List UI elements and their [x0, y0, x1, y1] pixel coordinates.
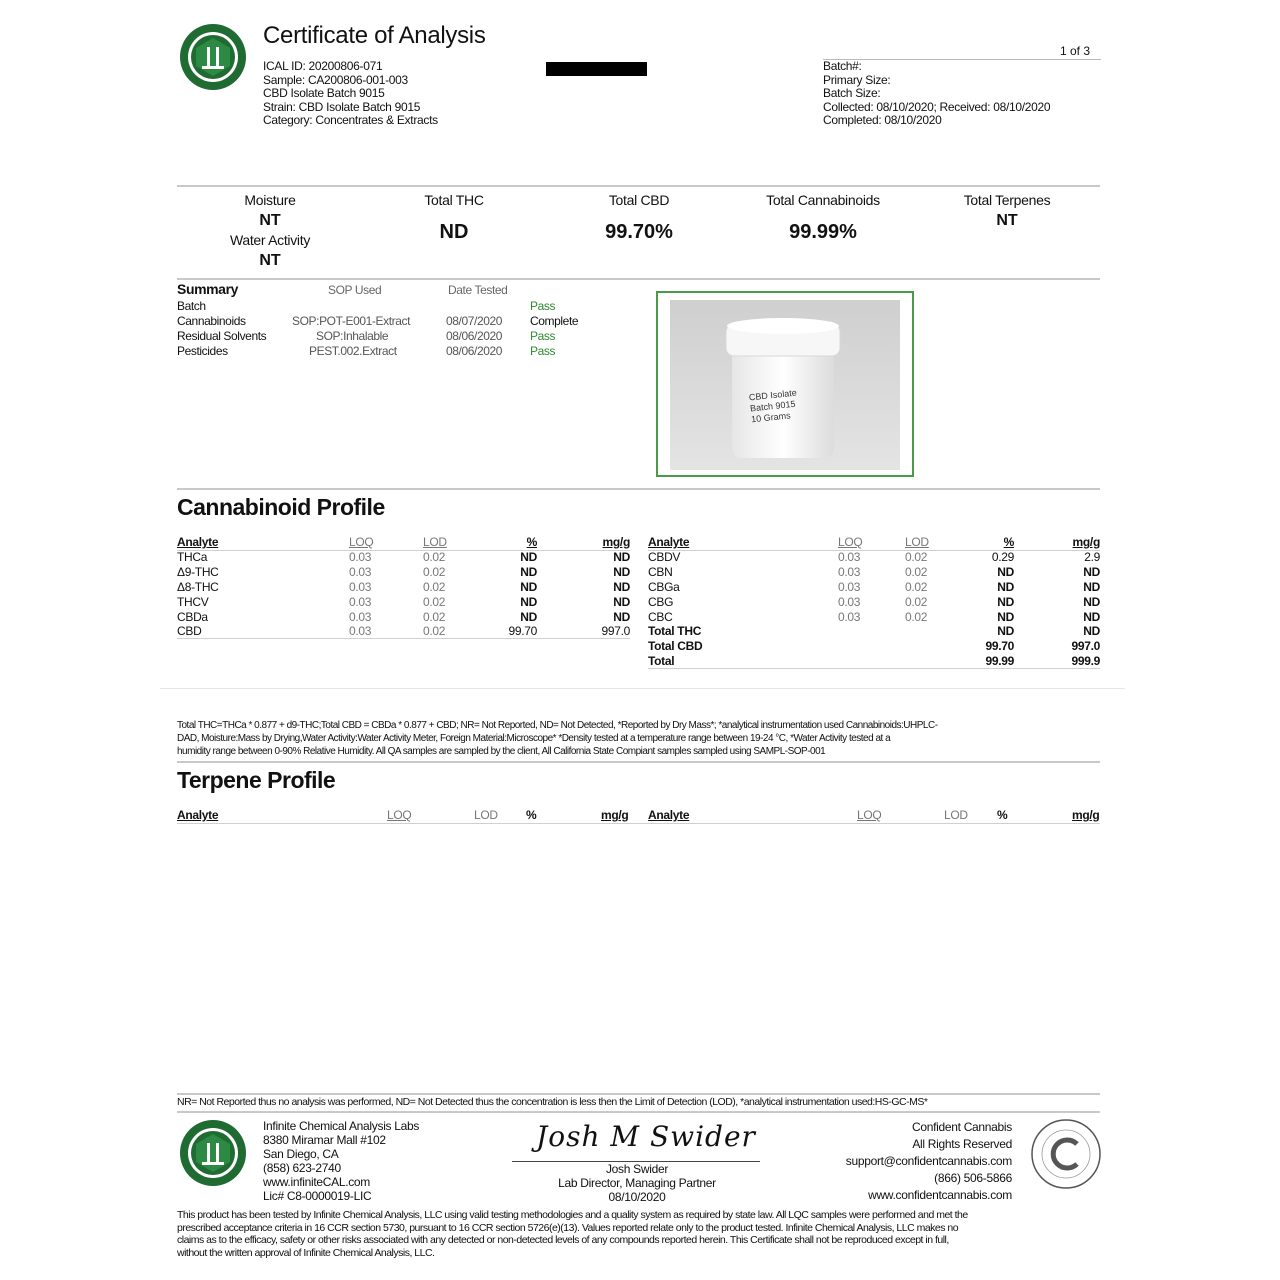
terpene-profile-title: Terpene Profile	[177, 767, 336, 793]
summary-row-name: Cannabinoids	[177, 314, 246, 328]
summary-row-result: Pass	[530, 329, 556, 343]
summary-row-result: Pass	[530, 299, 556, 313]
sample-id: Sample: CA200806-001-003	[263, 72, 408, 87]
lab-address: 8380 Miramar Mall #102	[263, 1133, 386, 1147]
pct-header: %	[997, 808, 1008, 822]
summary-row-result: Complete	[530, 314, 579, 328]
cc-name: Confident Cannabis	[911, 1120, 1012, 1134]
primary-size: Primary Size:	[823, 72, 891, 87]
mgg-header: mg/g	[602, 535, 630, 549]
loq-header: LOQ	[838, 535, 863, 549]
category: Category: Concentrates & Extracts	[263, 113, 438, 127]
summary-row-sop: SOP:POT-E001-Extract	[292, 314, 411, 328]
table-row: CBD 0.03 0.02 99.70 997.0	[177, 624, 630, 638]
table-row: CBDa 0.03 0.02 ND ND	[177, 610, 630, 624]
confident-cannabis-seal-icon	[1030, 1118, 1102, 1190]
total-cbd-label: Total CBD	[608, 192, 670, 208]
summary-row-name: Pesticides	[177, 344, 228, 358]
batch-size: Batch Size:	[823, 86, 881, 100]
total-cbd-value: 99.70%	[605, 221, 673, 243]
water-activity-label: Water Activity	[229, 232, 311, 248]
summary-row-sop: SOP:Inhalable	[316, 329, 389, 343]
terpene-notes: NR= Not Reported thus no analysis was performed, ND= Not Detected thus the concentration is less then the Limit of Detection (LOD), *analytical instrumentation used:HS-GC-MS*	[177, 1096, 928, 1108]
table-row: CBGa 0.03 0.02 ND ND	[648, 580, 1100, 594]
lab-seal-icon	[178, 1118, 248, 1188]
loq-header: LOQ	[349, 535, 374, 549]
mgg-header: mg/g	[601, 808, 629, 822]
batch-info	[823, 60, 1050, 128]
summary-row-sop: PEST.002.Extract	[309, 344, 397, 358]
summary-row-date: 08/07/2020	[446, 314, 503, 328]
document-title: Certificate of Analysis	[263, 22, 486, 49]
loq-header: LOQ	[387, 808, 412, 822]
table-header-row	[177, 535, 630, 549]
completed-date: Completed: 08/10/2020	[823, 113, 942, 127]
cc-phone: (866) 506-5866	[934, 1171, 1012, 1185]
lab-name: Infinite Chemical Analysis Labs	[263, 1119, 420, 1133]
moisture-value: NT	[259, 212, 281, 229]
table-row: THCa 0.03 0.02 ND ND	[177, 550, 630, 564]
signer-title: Lab Director, Managing Partner	[558, 1176, 716, 1190]
moisture-label: Moisture	[244, 192, 296, 208]
pct-header: %	[1003, 535, 1014, 549]
ical-id: ICAL ID: 20200806-071	[263, 59, 383, 73]
table-header-row	[648, 535, 1100, 549]
strain: Strain: CBD Isolate Batch 9015	[263, 99, 421, 114]
table-row: THCV 0.03 0.02 ND ND	[177, 595, 630, 609]
total-cannabinoids-value: 99.99%	[789, 221, 857, 243]
summary-date-header: Date Tested	[448, 283, 508, 297]
cc-contact	[790, 1119, 1012, 1204]
total-cannabinoids-label: Total Cannabinoids	[766, 192, 880, 208]
summary-title: Summary	[177, 281, 239, 297]
footer-top-rule	[177, 1093, 1100, 1095]
terpene-table-header	[177, 808, 1100, 826]
metrics-bottom-rule	[177, 278, 1100, 280]
signer-name: Josh Swider	[605, 1162, 669, 1176]
disclaimer: This product has been tested by Infinite Chemical Analysis, LLC using valid testing methodologies and a quality system as required by state law. All LQC samples were performed and met the prescribed acceptance criteria in 16 CCR section 5730, pursuant to 16 CCR section 5726(e)(13). Values reported relate only to the product tested. Infinite Chemical Analysis, LLC makes no claims as to the efficacy, safety or other risks associated with any detected or non-detected levels of any compounds reported herein. This Certificate shall not be reproduced except in full, without the written approval of Infinite Chemical Analysis, LLC.	[177, 1209, 968, 1259]
table-row: Total THC ND ND	[648, 624, 1100, 638]
metrics-top-rule	[177, 185, 1100, 187]
cc-email: support@confidentcannabis.com	[845, 1154, 1012, 1168]
product-photo-frame	[656, 291, 914, 477]
lod-header: LOD	[423, 535, 447, 549]
lab-seal-icon	[178, 22, 248, 92]
cannabinoid-notes: Total THC=THCa * 0.877 + d9-THC;Total CBD = CBDa * 0.877 + CBD; NR= Not Reported, ND= Not Detected, *Reported by Dry Mass*; *analytical instrumentation used Cannabinoids:UHPLC- DAD, Moisture:Mass by Drying,Water Activity:Water Activity Meter, Foreign Material:Microscope* *Density tested at a temperature range between 19-24 °C, *Water Activity tested at a humidity range between 0-90% Relative Humidity. All QA samples are sampled by the client, All California State Compiant samples sampled using SAMPL-SOP-001	[177, 720, 938, 757]
table-row: CBN 0.03 0.02 ND ND	[648, 565, 1100, 579]
batch-number: Batch#:	[823, 59, 862, 73]
section-rule	[177, 761, 1100, 763]
table-row: CBDV 0.03 0.02 0.29 2.9	[648, 550, 1100, 564]
lab-contact	[263, 1119, 419, 1203]
redaction-bar	[546, 62, 647, 76]
lod-header: LOD	[905, 535, 929, 549]
total-terpenes-label: Total Terpenes	[963, 192, 1051, 208]
cc-website: www.confidentcannabis.com	[868, 1188, 1012, 1202]
pct-header: %	[526, 808, 537, 822]
summary-row-date: 08/06/2020	[446, 344, 503, 358]
table-row: CBC 0.03 0.02 ND ND	[648, 610, 1100, 624]
summary-row-date: 08/06/2020	[446, 329, 503, 343]
sample-info	[263, 60, 438, 128]
lod-header: LOD	[474, 808, 498, 822]
analyte-header: Analyte	[177, 535, 219, 549]
summary-row-name: Residual Solvents	[177, 329, 267, 343]
cannabinoid-profile-title: Cannabinoid Profile	[177, 494, 385, 520]
lab-license: Lic# C8-0000019-LIC	[263, 1189, 372, 1203]
table-row: CBG 0.03 0.02 ND ND	[648, 595, 1100, 609]
analyte-header: Analyte	[177, 808, 219, 822]
pct-header: %	[526, 535, 537, 549]
cc-rights: All Rights Reserved	[912, 1137, 1012, 1151]
mgg-header: mg/g	[1072, 808, 1100, 822]
summary-row-name: Batch	[177, 299, 206, 313]
signed-date: 08/10/2020	[608, 1190, 666, 1204]
lab-phone: (858) 623-2740	[263, 1161, 341, 1175]
table-row: Total CBD 99.70 997.0	[648, 639, 1100, 653]
signature: Josh M Swider	[536, 1120, 756, 1153]
total-terpenes-value: NT	[996, 212, 1018, 229]
lod-header: LOD	[944, 808, 968, 822]
signer-info	[512, 1162, 762, 1204]
cannabinoid-table-right	[648, 535, 1100, 670]
total-thc-value: ND	[439, 221, 469, 243]
page-indicator: 1 of 3	[1060, 44, 1091, 58]
table-header-row	[177, 808, 1100, 822]
mgg-header: mg/g	[1072, 535, 1100, 549]
lab-website: www.infiniteCAL.com	[263, 1175, 371, 1189]
collected-received: Collected: 08/10/2020; Received: 08/10/2020	[823, 99, 1051, 114]
table-row: Δ8-THC 0.03 0.02 ND ND	[177, 580, 630, 594]
analyte-header: Analyte	[648, 808, 690, 822]
analyte-header: Analyte	[648, 535, 690, 549]
product-photo	[670, 300, 900, 470]
cannabinoid-table-left	[177, 535, 630, 645]
summary-sop-header: SOP Used	[328, 283, 382, 297]
table-row: Total 99.99 999.9	[648, 654, 1100, 668]
water-activity-value: NT	[259, 252, 281, 269]
product-name: CBD Isolate Batch 9015	[263, 86, 385, 100]
jar-label: CBD Isolate Batch 9015 10 Grams	[748, 387, 798, 425]
loq-header: LOQ	[857, 808, 882, 822]
table-row: Δ9-THC 0.03 0.02 ND ND	[177, 565, 630, 579]
summary-row-result: Pass	[530, 344, 556, 358]
section-rule	[177, 488, 1100, 490]
total-thc-label: Total THC	[424, 192, 484, 208]
lab-city: San Diego, CA	[263, 1147, 339, 1161]
footer-rule	[177, 1111, 1100, 1113]
